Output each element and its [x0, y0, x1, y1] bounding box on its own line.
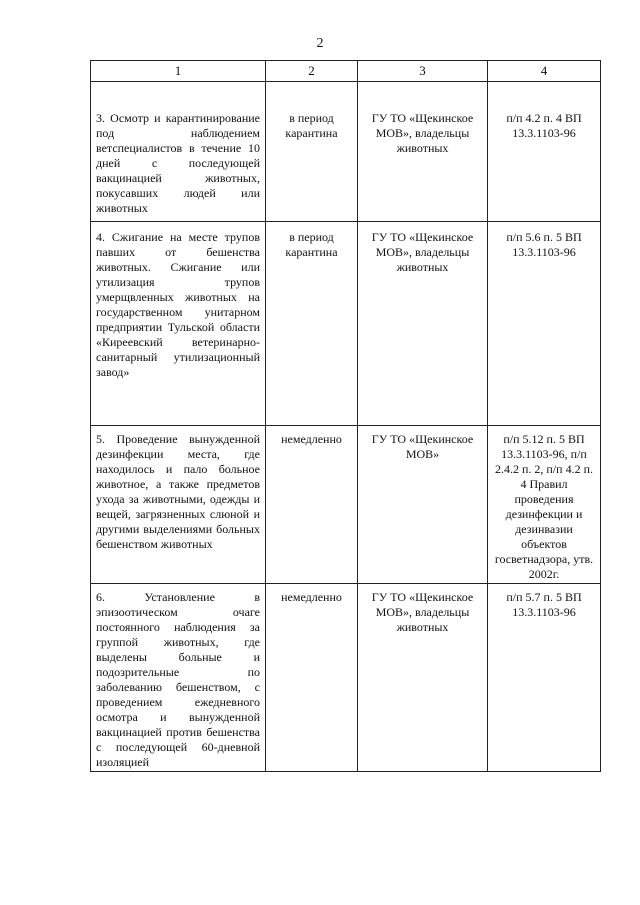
term-cell: немедленно: [266, 426, 358, 584]
term-cell: немедленно: [266, 584, 358, 772]
measure-cell: 4. Сжигание на месте трупов павших от бешенства животных. Сжигание или утилизация трупов умерщвленных животных на государственном унитарном предприятии Тульской области «Киреевский ветеринарно-санитарный утилизационный завод»: [91, 222, 266, 426]
basis-cell: п/п 4.2 п. 4 ВП 13.3.1103-96: [488, 82, 601, 222]
basis-cell: п/п 5.7 п. 5 ВП 13.3.1103-96: [488, 584, 601, 772]
table-row: [91, 82, 601, 222]
responsible-cell: ГУ ТО «Щекинское МОВ»: [358, 426, 488, 584]
basis-cell: п/п 5.12 п. 5 ВП 13.3.1103-96, п/п 2.4.2 п. 2, п/п 4.2 п. 4 Правил проведения дезинфекции и дезинвазии объектов госветнадзора, утв. 2002г.: [488, 426, 601, 584]
table-row: [91, 426, 601, 584]
header-row: [91, 61, 601, 82]
responsible-cell: ГУ ТО «Щекинское МОВ», владельцы животных: [358, 584, 488, 772]
column-header-3: 3: [358, 61, 488, 82]
responsible-cell: ГУ ТО «Щекинское МОВ», владельцы животных: [358, 82, 488, 222]
term-cell: в период карантина: [266, 82, 358, 222]
column-header-4: 4: [488, 61, 601, 82]
table-row: [91, 222, 601, 426]
term-cell: в период карантина: [266, 222, 358, 426]
responsible-cell: ГУ ТО «Щекинское МОВ», владельцы животных: [358, 222, 488, 426]
basis-cell: п/п 5.6 п. 5 ВП 13.3.1103-96: [488, 222, 601, 426]
table-row: [91, 584, 601, 772]
measures-table: [90, 60, 601, 772]
column-header-2: 2: [266, 61, 358, 82]
column-header-1: 1: [91, 61, 266, 82]
page-number: 2: [316, 36, 324, 51]
measure-cell: 6. Установление в эпизоотическом очаге постоянного наблюдения за группой животных, где выделены больные и подозрительные по заболеванию бешенством, с проведением ежедневного осмотра и вынужденной вакцинацией против бешенства с последующей 60-дневной изоляцией: [91, 584, 266, 772]
measure-cell: 3. Осмотр и карантинирование под наблюдением ветспециалистов в течение 10 дней с последующей вакцинацией животных, покусавших людей или животных: [91, 82, 266, 222]
measure-cell: 5. Проведение вынужденной дезинфекции места, где находилось и пало больное животное, а также предметов ухода за животными, одежды и вещей, загрязненных слюной и другими выделениями больных бешенством животных: [91, 426, 266, 584]
